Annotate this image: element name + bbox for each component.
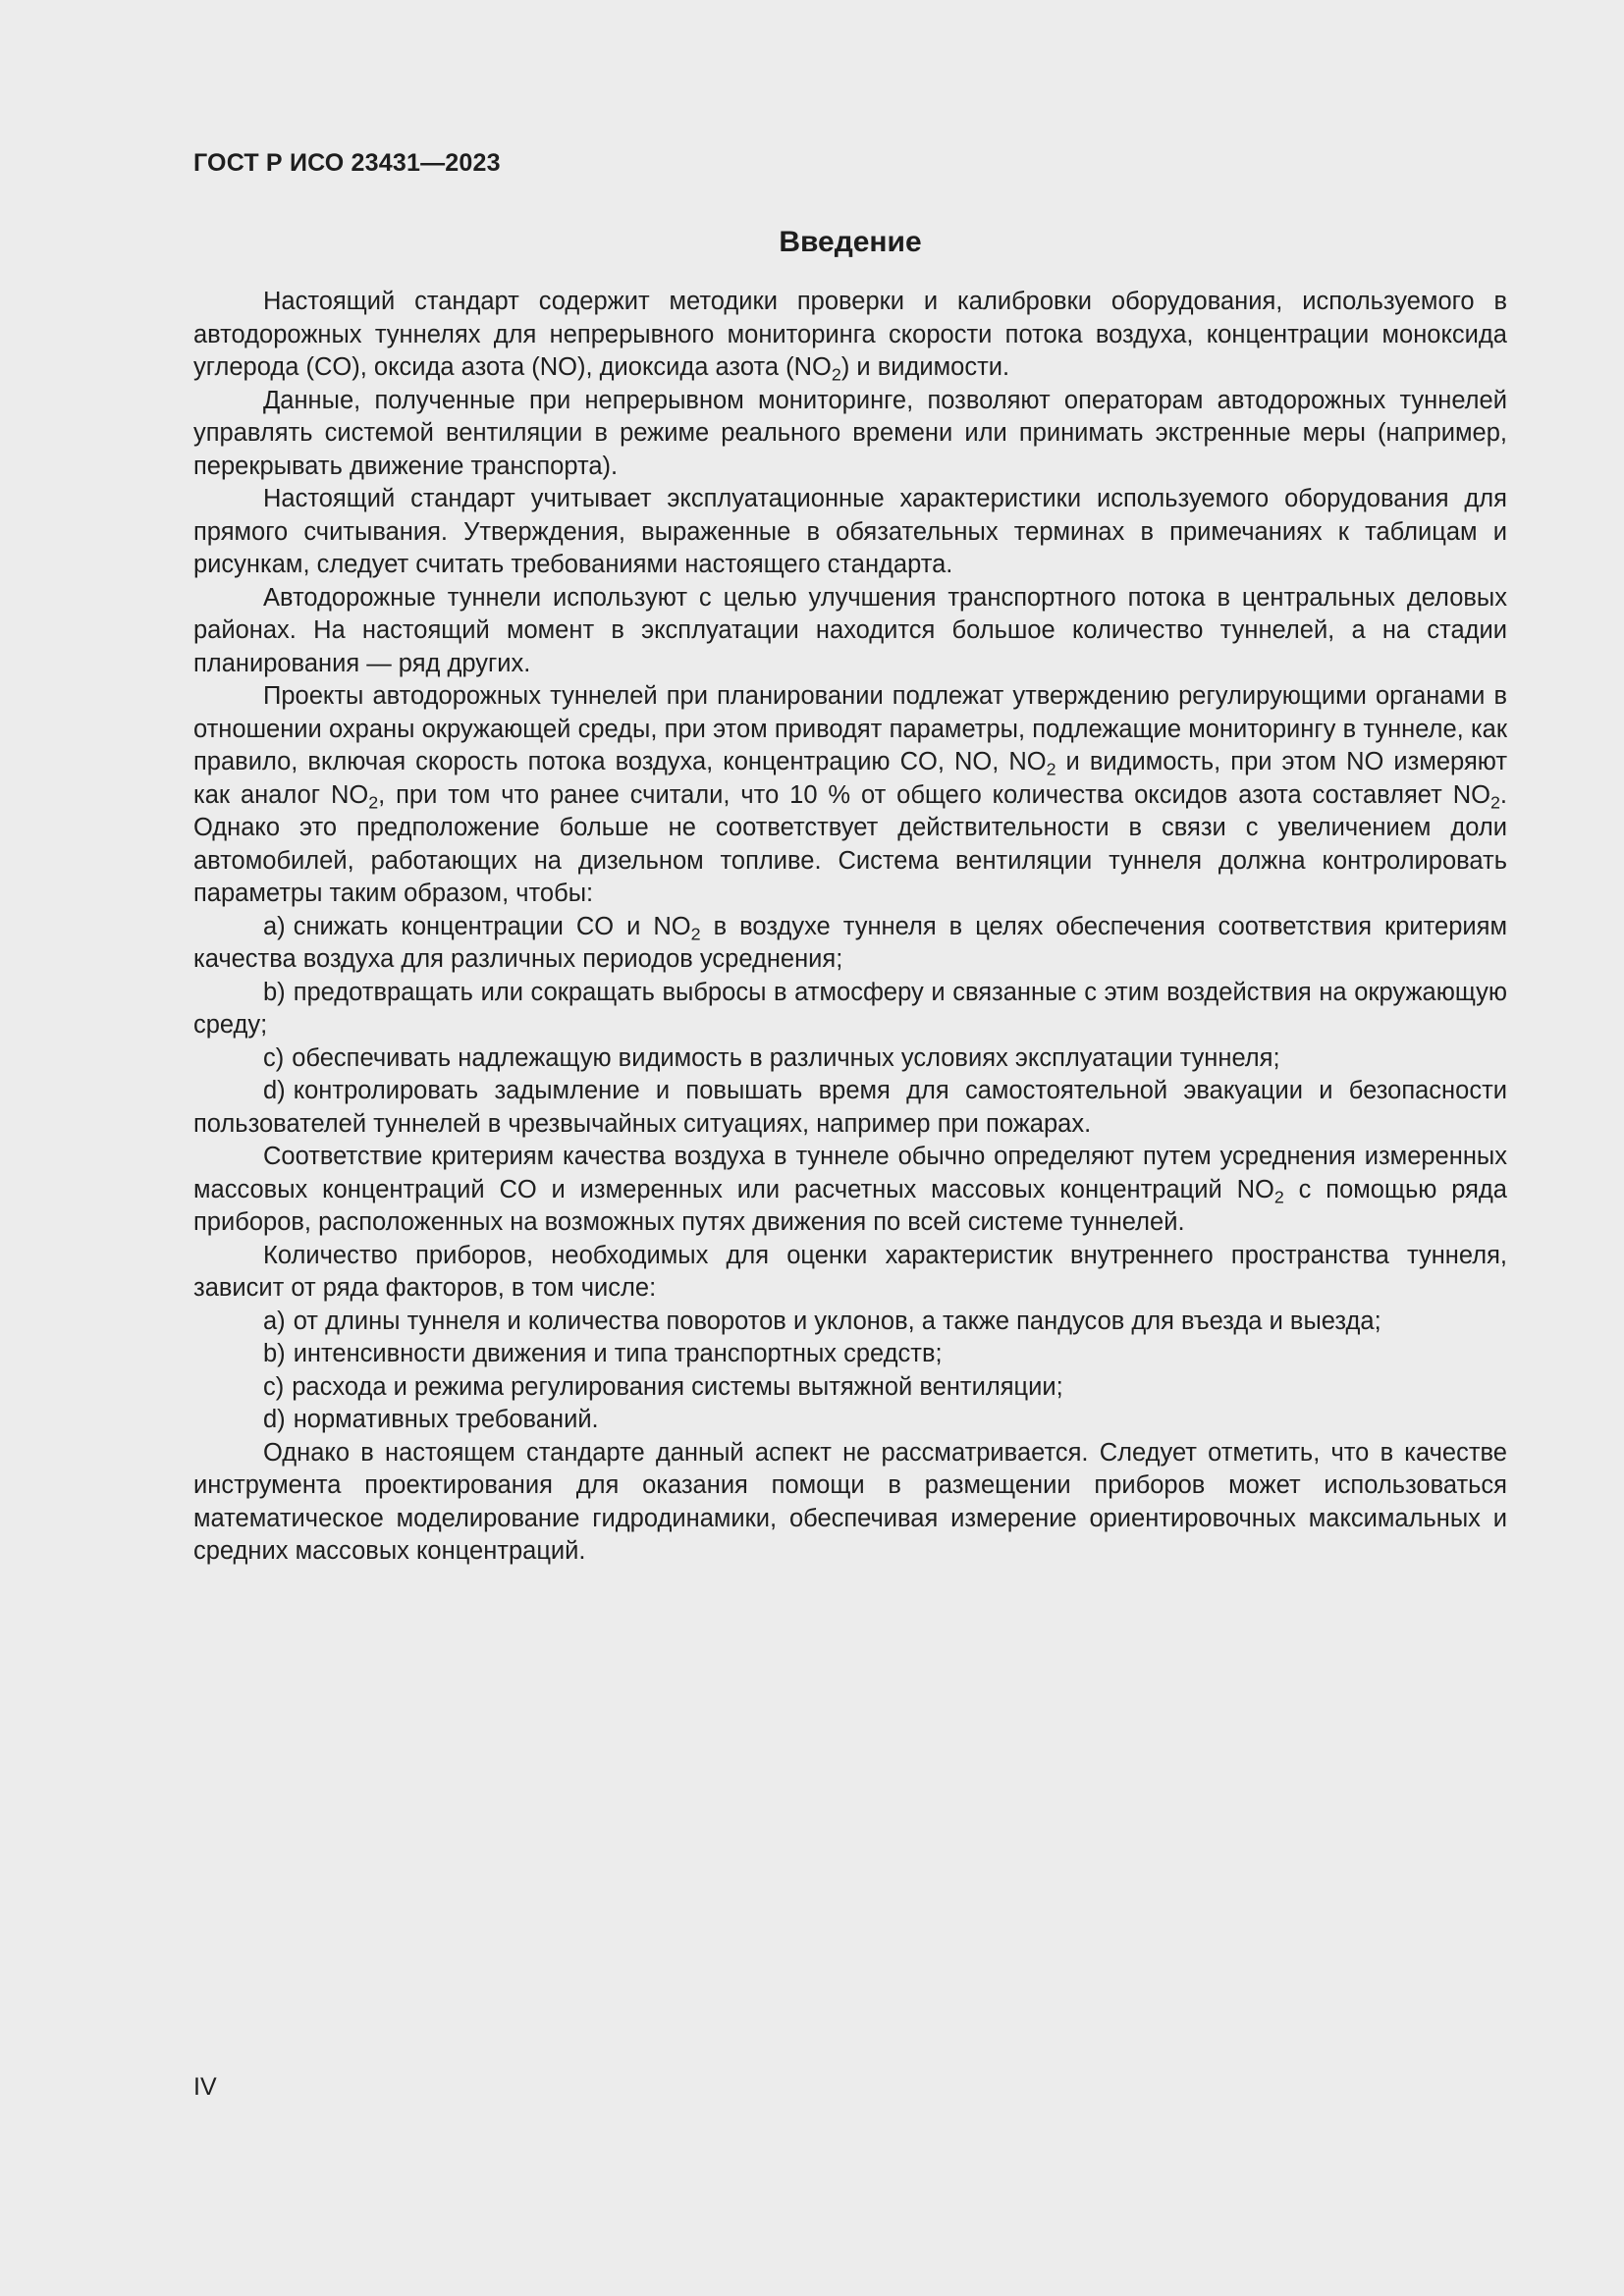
subscript-2: 2	[690, 923, 701, 943]
body-text	[193, 286, 1507, 1569]
list-marker: a)	[263, 912, 286, 940]
paragraph-4: Автодорожные туннели используют с целью улучшения транспортного потока в центральных деловых районах. На настоящий момент в эксплуатации находится большое количество туннелей, а на стадии планирования — ряд других.	[193, 583, 1507, 677]
list-marker: b)	[263, 1340, 286, 1367]
list-2-item-d	[193, 1404, 1507, 1437]
list-1-item-d	[193, 1075, 1507, 1141]
paragraph-2: Данные, полученные при непрерывном мониторинге, позволяют операторам автодорожных туннелей управлять системой вентиляции в режиме реального времени или принимать экстренные меры (например, перекрывать движение транспорта).	[193, 386, 1507, 480]
section-title: Введение	[779, 226, 922, 258]
list-item-text: нормативных требований.	[293, 1406, 599, 1433]
list-item-text: от длины туннеля и количества поворотов и уклонов, а также пандусов для въезда и выезда;	[293, 1307, 1381, 1335]
document-header: ГОСТ Р ИСО 23431—2023	[193, 149, 501, 177]
paragraph-5-text-c: , при том что ранее считали, что 10 % от общего количества оксидов азота составляет NO	[378, 780, 1490, 809]
list-marker: d)	[263, 1077, 286, 1104]
list-item-text: предотвращать или сокращать выбросы в атмосферу и связанные с этим воздействия на окружающую среду;	[193, 978, 1507, 1039]
paragraph-8: Однако в настоящем стандарте данный аспект не рассматривается. Следует отметить, что в качестве инструмента проектирования для оказания помощи в размещении приборов может использоваться математическое моделирование гидродинамики, обеспечивая измерение ориентировочных максимальных и средних массовых концентраций.	[193, 1438, 1507, 1565]
list-marker: b)	[263, 978, 286, 1006]
list-marker: d)	[263, 1406, 286, 1433]
list-marker: c)	[263, 1043, 285, 1072]
list-item-text: контролировать задымление и повышать время для самостоятельной эвакуации и безопасности пользователей туннелей в чрезвычайных ситуациях, например при пожарах.	[193, 1077, 1507, 1138]
paragraph-6-text-a: Соответствие критериям качества воздуха в туннеле обычно определяют путем усреднения измеренных массовых концентраций CO и измеренных или расчетных массовых концентраций NO	[193, 1143, 1507, 1203]
paragraph-6	[193, 1141, 1507, 1240]
subscript-2: 2	[1273, 1186, 1284, 1206]
list-item-text: снижать концентрации CO и NO	[293, 912, 691, 940]
list-item-text: расхода и режима регулирования системы вытяжной вентиляции;	[292, 1372, 1063, 1401]
paragraph-6-text-b: с помощью ряда приборов, расположенных на возможных путях движения по всей системе туннелей.	[193, 1175, 1507, 1236]
subscript-2: 2	[1489, 791, 1500, 812]
list-item-text: обеспечивать надлежащую видимость в различных условиях эксплуатации туннеля;	[292, 1043, 1280, 1072]
list-2-item-b	[193, 1338, 1507, 1371]
subscript-2: 2	[1046, 759, 1056, 779]
list-1-item-c	[193, 1042, 1507, 1076]
subscript-2: 2	[831, 364, 841, 385]
paragraph-5-text-a: Проекты автодорожных туннелей при планировании подлежат утверждению регулирующими органами в отношении охраны окружающей среды, при этом приводят параметры, подлежащие мониторингу в туннеле, как правило, включая скорость потока воздуха, концентрацию CO, NO, NO	[193, 682, 1507, 775]
list-1-item-a	[193, 911, 1507, 977]
list-2-item-a	[193, 1306, 1507, 1339]
list-marker: a)	[263, 1307, 286, 1335]
paragraph-1-text-a: Настоящий стандарт содержит методики проверки и калибровки оборудования, используемого в автодорожных туннелях для непрерывного мониторинга скорости потока воздуха, концентрации моноксида углерода (CO), оксида азота (NO), диоксида азота (NO	[193, 288, 1507, 381]
paragraph-1-text-b: ) и видимости.	[840, 353, 1010, 381]
paragraph-1	[193, 286, 1507, 385]
paragraph-5-text-b: и видимость, при этом NO измеряют как аналог NO	[193, 748, 1507, 809]
paragraph-5-text-d: . Однако это предположение больше не соответствует действительности в связи с увеличением доли автомобилей, работающих на дизельном топливе. Система вентиляции туннеля должна контролировать параметры таким образом, чтобы:	[193, 780, 1507, 907]
paragraph-7: Количество приборов, необходимых для оценки характеристик внутреннего пространства туннеля, зависит от ряда факторов, в том числе:	[193, 1241, 1507, 1302]
list-1-item-b	[193, 977, 1507, 1042]
list-2-item-c	[193, 1371, 1507, 1405]
subscript-2: 2	[368, 791, 379, 812]
paragraph-3: Настоящий стандарт учитывает эксплуатационные характеристики используемого оборудования для прямого считывания. Утверждения, выраженные в обязательных терминах в примечаниях к таблицам и рисункам, следует считать требованиями настоящего стандарта.	[193, 485, 1507, 578]
list-marker: c)	[263, 1372, 285, 1401]
list-item-text: в воздухе туннеля в целях обеспечения соответствия критериям качества воздуха для различных периодов усреднения;	[193, 912, 1508, 973]
page-number: IV	[193, 2073, 217, 2101]
paragraph-5	[193, 680, 1507, 911]
list-item-text: интенсивности движения и типа транспортных средств;	[293, 1340, 943, 1367]
